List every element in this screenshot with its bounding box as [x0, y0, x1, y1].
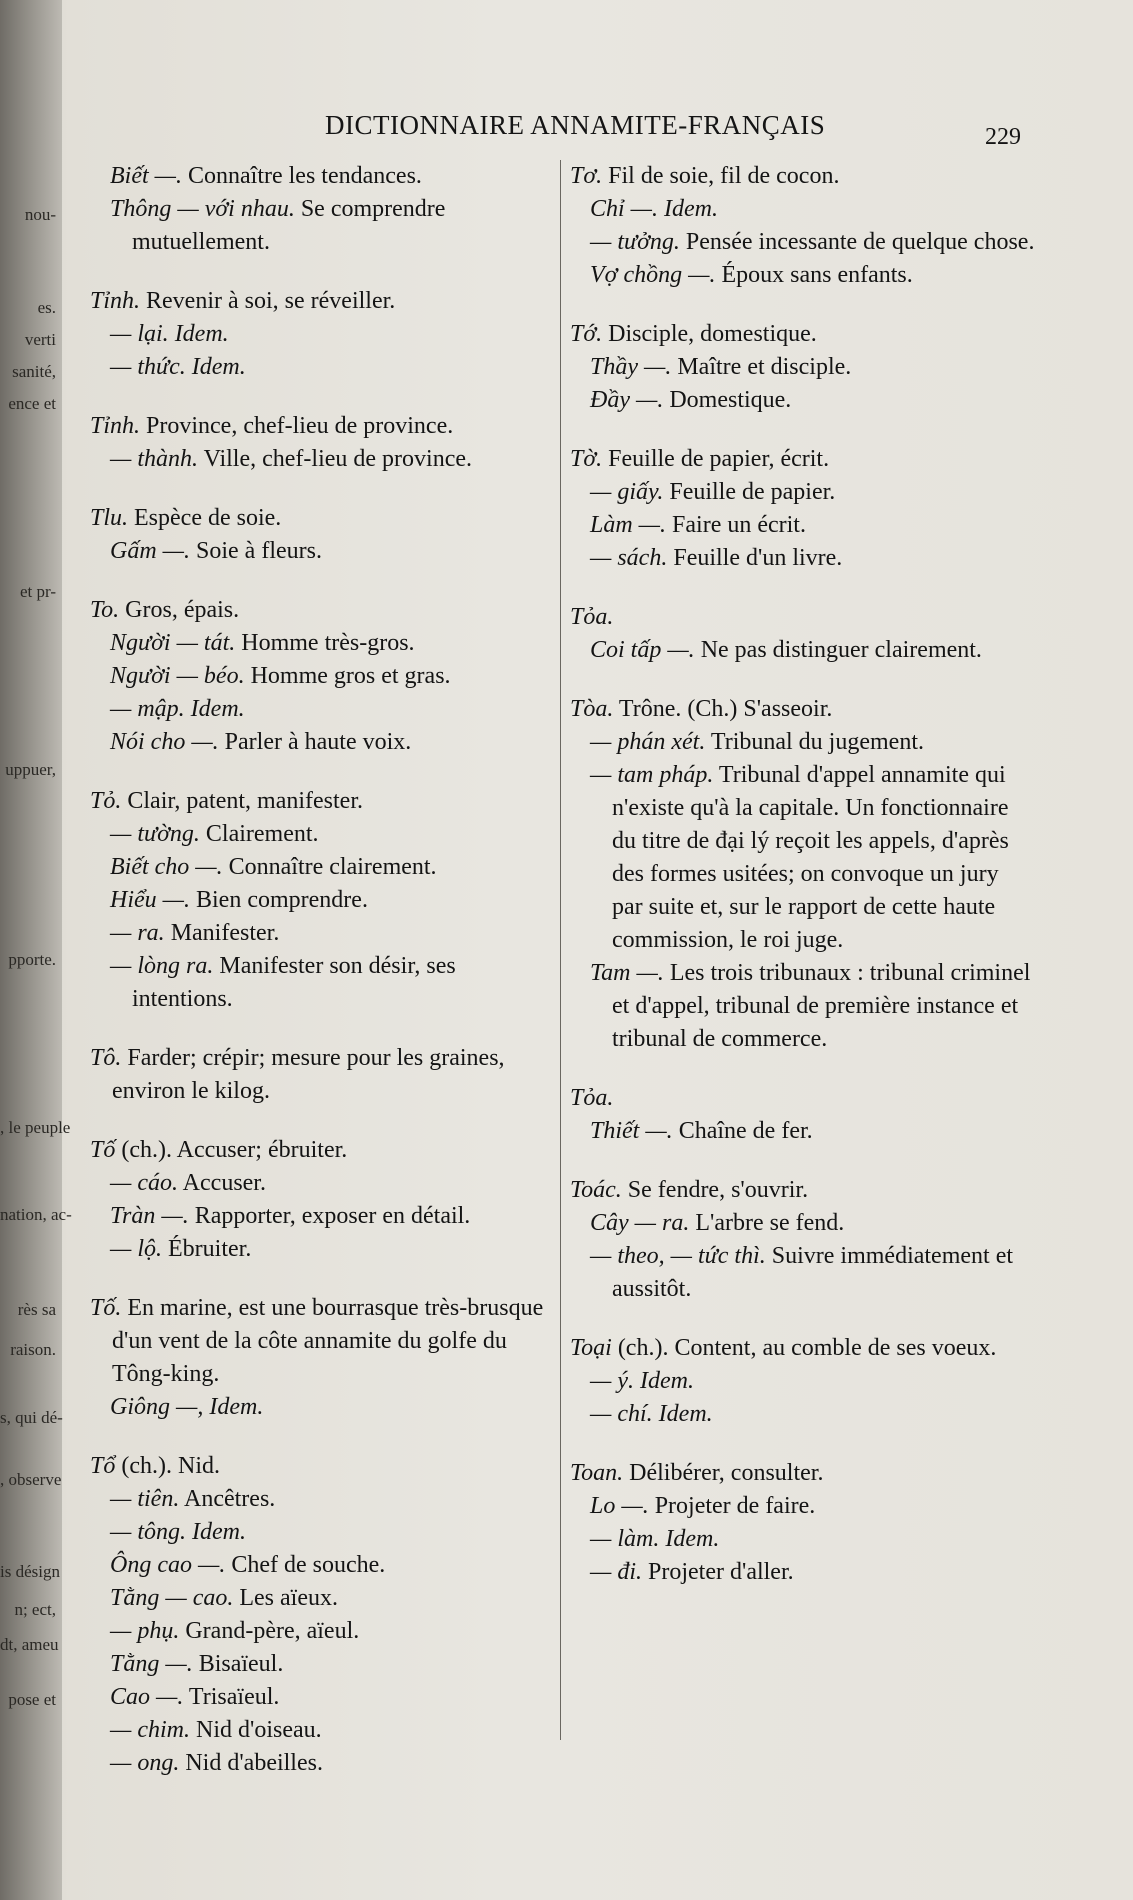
entry-example	[90, 1747, 550, 1780]
vietnamese-term: — thức.	[110, 354, 186, 380]
dictionary-entry	[90, 785, 550, 1016]
french-gloss: Projeter de faire.	[648, 1493, 816, 1519]
french-gloss: Nid d'oiseau.	[190, 1717, 322, 1743]
entry-definition	[570, 1457, 1035, 1490]
vietnamese-term: — sách.	[590, 545, 668, 571]
french-gloss: Trône. (Ch.) S'asseoir.	[613, 696, 833, 722]
entry-example	[570, 542, 1035, 575]
entry-example	[90, 917, 550, 950]
entry-example	[90, 950, 550, 1016]
french-gloss: (ch.). Content, au comble de ses voeux.	[611, 1335, 997, 1361]
french-gloss: Tribunal du jugement.	[705, 729, 924, 755]
entry-definition	[570, 160, 1035, 193]
dictionary-entry	[90, 1042, 550, 1108]
entry-headword: Tỏ.	[90, 788, 122, 814]
entry-headword: Tố.	[90, 1295, 122, 1321]
french-gloss: Disciple, domestique.	[602, 321, 817, 347]
french-gloss: Pensée incessante de quelque chose.	[679, 229, 1035, 255]
french-gloss: Clairement.	[199, 821, 319, 847]
french-gloss: Connaître clairement.	[222, 854, 437, 880]
french-gloss: Revenir à soi, se réveiller.	[140, 288, 396, 314]
french-gloss: Bien comprendre.	[190, 887, 368, 913]
vietnamese-term: Tam —.	[590, 960, 664, 986]
entry-example	[90, 443, 550, 476]
entry-example	[90, 160, 550, 193]
margin-fragment: nou-	[24, 205, 56, 224]
entry-definition	[90, 594, 550, 627]
french-gloss: Farder; crépir; mesure pour les graines, environ le kilog.	[112, 1045, 505, 1104]
entry-headword: Tỉnh.	[90, 413, 141, 439]
vietnamese-term: Nói cho —.	[110, 729, 219, 755]
entry-example	[570, 1082, 1035, 1115]
right-column	[570, 160, 1035, 1615]
entry-example	[90, 1681, 550, 1714]
french-gloss: Ville, chef-lieu de province.	[198, 446, 473, 472]
entry-example	[90, 351, 550, 384]
dictionary-entry	[90, 410, 550, 476]
french-gloss: Ancêtres.	[179, 1486, 276, 1512]
dictionary-entry	[90, 502, 550, 568]
margin-fragment: nation, ac-	[0, 1205, 72, 1224]
vietnamese-term: Gấm —.	[110, 538, 191, 564]
vietnamese-term: Thiết —.	[590, 1118, 673, 1144]
vietnamese-term: Giông —,	[110, 1394, 204, 1420]
margin-fragment: , observe	[0, 1470, 62, 1489]
french-gloss: Idem.	[186, 1519, 246, 1545]
vietnamese-term: — phụ.	[110, 1618, 180, 1644]
french-gloss: Espèce de soie.	[128, 505, 282, 531]
french-gloss: Suivre immédiatement et aussitôt.	[612, 1243, 1014, 1302]
french-gloss: Feuille d'un livre.	[667, 545, 843, 571]
vietnamese-term: Cao —.	[110, 1684, 184, 1710]
french-gloss: Faire un écrit.	[666, 512, 806, 538]
entry-definition	[90, 285, 550, 318]
french-gloss: Trisaïeul.	[183, 1684, 280, 1710]
vietnamese-term: Đầy —.	[590, 387, 664, 413]
french-gloss: Grand-père, aïeul.	[179, 1618, 360, 1644]
entry-example	[570, 509, 1035, 542]
vietnamese-term: Người — tát.	[110, 630, 236, 656]
vietnamese-term: Lo —.	[590, 1493, 649, 1519]
margin-fragment: ence et	[8, 394, 56, 413]
vietnamese-term: — lòng ra.	[110, 953, 214, 979]
vietnamese-term: — ra.	[110, 920, 165, 946]
dictionary-entry	[90, 285, 550, 384]
entry-example	[90, 318, 550, 351]
french-gloss: Maître et disciple.	[671, 354, 852, 380]
entry-definition	[570, 318, 1035, 351]
entry-definition	[90, 1134, 550, 1167]
french-gloss: (ch.). Accuser; ébruiter.	[115, 1137, 348, 1163]
french-gloss: Chaîne de fer.	[672, 1118, 813, 1144]
french-gloss: Ébruiter.	[162, 1236, 252, 1262]
vietnamese-term: — chim.	[110, 1717, 190, 1743]
dictionary-entry	[90, 160, 550, 259]
dictionary-entry	[570, 693, 1035, 1056]
french-gloss: Se fendre, s'ouvrir.	[621, 1177, 809, 1203]
entry-definition	[90, 1450, 550, 1483]
dictionary-entry	[570, 1332, 1035, 1431]
french-gloss: Idem.	[634, 1368, 694, 1394]
french-gloss: Feuille de papier.	[663, 479, 836, 505]
entry-example	[570, 1523, 1035, 1556]
dictionary-entry	[570, 601, 1035, 667]
entry-example	[90, 726, 550, 759]
vietnamese-term: Coi tấp —.	[590, 637, 695, 663]
vietnamese-term: — cáo.	[110, 1170, 178, 1196]
entry-example	[90, 535, 550, 568]
entry-example	[90, 1582, 550, 1615]
entry-example	[570, 726, 1035, 759]
french-gloss: Idem.	[185, 354, 246, 380]
vietnamese-term: Ông cao —.	[110, 1552, 226, 1578]
page-header: DICTIONNAIRE ANNAMITE-FRANÇAIS	[325, 110, 826, 140]
dictionary-entry	[570, 318, 1035, 417]
entry-example	[90, 1648, 550, 1681]
entry-example	[570, 1240, 1035, 1306]
entry-example	[570, 193, 1035, 226]
entry-example	[570, 957, 1035, 1056]
entry-definition	[90, 1292, 550, 1391]
entry-example	[90, 884, 550, 917]
vietnamese-term: Biết cho —.	[110, 854, 223, 880]
french-gloss: Soie à fleurs.	[190, 538, 322, 564]
vietnamese-term: Tằng — cao.	[110, 1585, 234, 1611]
entry-example	[90, 1233, 550, 1266]
french-gloss: Idem.	[652, 1401, 713, 1427]
dictionary-entry	[90, 1134, 550, 1266]
entry-example	[90, 1483, 550, 1516]
page-number: 229	[985, 124, 1021, 150]
french-gloss: Fil de soie, fil de cocon.	[602, 163, 840, 189]
french-gloss: L'arbre se fend.	[689, 1210, 845, 1236]
french-gloss: En marine, est une bourrasque très-brusque d'un vent de la côte annamite du golfe du Tông-king.	[112, 1295, 544, 1387]
vietnamese-term: — thành.	[110, 446, 199, 472]
french-gloss: Homme gros et gras.	[244, 663, 451, 689]
dictionary-entry	[570, 1457, 1035, 1589]
french-gloss: Manifester.	[164, 920, 280, 946]
french-gloss: Nid d'abeilles.	[179, 1750, 323, 1776]
dictionary-entry	[570, 1174, 1035, 1306]
entry-example	[90, 693, 550, 726]
french-gloss: Bisaïeul.	[192, 1651, 284, 1677]
dictionary-entry	[90, 1292, 550, 1424]
vietnamese-term: — lại.	[110, 321, 169, 347]
french-gloss: Ne pas distinguer clairement.	[694, 637, 982, 663]
vietnamese-term: Thầy —.	[590, 354, 672, 380]
french-gloss: Époux sans enfants.	[715, 262, 913, 288]
entry-definition	[570, 443, 1035, 476]
vietnamese-term: Vợ chồng —.	[590, 262, 716, 288]
margin-fragment: is désign	[0, 1562, 60, 1581]
entry-headword: Tô.	[90, 1045, 122, 1071]
entry-example	[570, 1556, 1035, 1589]
french-gloss: Parler à haute voix.	[218, 729, 412, 755]
french-gloss: Accuser.	[178, 1170, 266, 1196]
entry-example	[90, 1391, 550, 1424]
vietnamese-term: — ong.	[110, 1750, 180, 1776]
margin-fragment: raison.	[10, 1340, 56, 1359]
entry-definition	[570, 1174, 1035, 1207]
french-gloss: Idem.	[659, 1526, 720, 1552]
entry-headword: Toại	[570, 1335, 612, 1361]
vietnamese-term: Tràn —.	[110, 1203, 189, 1229]
vietnamese-term: — tông.	[110, 1519, 187, 1545]
entry-headword: Tlu.	[90, 505, 129, 531]
entry-headword: Toan.	[570, 1460, 624, 1486]
french-gloss: Idem.	[203, 1394, 264, 1420]
french-gloss: Domestique.	[663, 387, 792, 413]
margin-fragment: uppuer,	[5, 760, 56, 779]
margin-fragment: verti	[24, 330, 56, 349]
entry-headword: Toác.	[570, 1177, 622, 1203]
french-gloss: Rapporter, exposer en détail.	[188, 1203, 471, 1229]
margin-fragment: et pr-	[19, 582, 56, 601]
entry-example	[570, 1207, 1035, 1240]
entry-example	[570, 351, 1035, 384]
entry-example	[90, 1549, 550, 1582]
french-gloss: Manifester son désir, ses intentions.	[132, 953, 456, 1012]
french-gloss: Clair, patent, manifester.	[121, 788, 363, 814]
french-gloss: Se comprendre mutuellement.	[132, 196, 446, 255]
entry-example	[90, 660, 550, 693]
vietnamese-term: Thông — với nhau.	[110, 196, 295, 222]
entry-example	[570, 476, 1035, 509]
vietnamese-term: Hiểu —.	[110, 887, 190, 913]
margin-fragment: pporte.	[8, 950, 56, 969]
french-gloss: Feuille de papier, écrit.	[602, 446, 830, 472]
vietnamese-term: — lộ.	[110, 1236, 163, 1262]
vietnamese-term: — làm.	[590, 1526, 660, 1552]
entry-example	[90, 851, 550, 884]
vietnamese-term: — phán xét.	[590, 729, 706, 755]
french-gloss: Idem.	[168, 321, 229, 347]
entry-example	[570, 226, 1035, 259]
vietnamese-term: Chỉ —.	[590, 196, 659, 222]
entry-example	[90, 818, 550, 851]
vietnamese-term: — ý.	[590, 1368, 634, 1394]
entry-definition	[90, 410, 550, 443]
entry-definition	[570, 693, 1035, 726]
entry-example	[570, 1115, 1035, 1148]
entry-example	[90, 193, 550, 259]
entry-example	[570, 601, 1035, 634]
margin-fragment: s, qui dé-	[0, 1408, 63, 1427]
french-gloss: Délibérer, consulter.	[623, 1460, 824, 1486]
margin-fragment: n; ect,	[14, 1600, 56, 1619]
margin-fragment: pose et	[8, 1690, 56, 1709]
dictionary-entry	[570, 443, 1035, 575]
french-gloss: Idem.	[184, 696, 245, 722]
french-gloss: Les aïeux.	[233, 1585, 338, 1611]
entry-example	[570, 634, 1035, 667]
vietnamese-term: Làm —.	[590, 512, 667, 538]
dictionary-entry	[570, 1082, 1035, 1148]
entry-definition	[90, 1042, 550, 1108]
entry-example	[570, 259, 1035, 292]
vietnamese-term: Tằng —.	[110, 1651, 193, 1677]
margin-fragment: dt, ameu	[0, 1635, 59, 1654]
column-divider	[560, 160, 561, 1740]
entry-headword: Tổ	[90, 1453, 116, 1479]
entry-example	[570, 1398, 1035, 1431]
entry-definition	[90, 502, 550, 535]
entry-example	[570, 1490, 1035, 1523]
dictionary-entry	[570, 160, 1035, 292]
entry-example	[570, 759, 1035, 957]
vietnamese-term: — giấy.	[590, 479, 664, 505]
french-gloss: Province, chef-lieu de province.	[140, 413, 454, 439]
entry-headword: Tố	[90, 1137, 116, 1163]
entry-example	[90, 1200, 550, 1233]
french-gloss: Homme très-gros.	[235, 630, 415, 656]
french-gloss: Connaître les tendances.	[182, 163, 422, 189]
entry-headword: Tờ.	[570, 446, 603, 472]
vietnamese-term: — tưởng.	[590, 229, 680, 255]
entry-headword: Tỏa.	[570, 604, 614, 630]
margin-fragment: sanité,	[12, 362, 56, 381]
entry-definition	[90, 785, 550, 818]
vietnamese-term: — theo, — tức thì.	[590, 1243, 766, 1269]
french-gloss: (ch.). Nid.	[115, 1453, 220, 1479]
vietnamese-term: — tường.	[110, 821, 200, 847]
entry-definition	[570, 1332, 1035, 1365]
vietnamese-term: Người — béo.	[110, 663, 245, 689]
entry-headword: Tỉnh.	[90, 288, 141, 314]
dictionary-entry	[90, 594, 550, 759]
french-gloss: Projeter d'aller.	[642, 1559, 794, 1585]
entry-example	[90, 1615, 550, 1648]
vietnamese-term: — đi.	[590, 1559, 643, 1585]
entry-headword: Tớ.	[570, 321, 603, 347]
dictionary-entry	[90, 1450, 550, 1780]
entry-headword: Tòa.	[570, 696, 614, 722]
margin-fragment: , le peuple	[0, 1118, 71, 1137]
vietnamese-term: — mập.	[110, 696, 185, 722]
entry-headword: Tơ.	[570, 163, 603, 189]
margin-fragment: es.	[37, 298, 56, 317]
entry-headword: Tỏa.	[570, 1085, 614, 1111]
french-gloss: Tribunal d'appel annamite qui n'existe qu'à la capitale. Un fonctionnaire du titre de đại lý reçoit les appels, d'après des formes usitées; on convoque un jury par suite et, sur le rapport de cette haute commission, le roi juge.	[612, 762, 1009, 953]
vietnamese-term: Biết —.	[110, 163, 182, 189]
vietnamese-term: — tiên.	[110, 1486, 180, 1512]
vietnamese-term: — tam pháp.	[590, 762, 714, 788]
entry-example	[570, 384, 1035, 417]
french-gloss: Gros, épais.	[119, 597, 240, 623]
margin-fragment: rès sa	[17, 1300, 56, 1319]
entry-example	[90, 1516, 550, 1549]
entry-example	[90, 1167, 550, 1200]
entry-headword: To.	[90, 597, 120, 623]
entry-example	[570, 1365, 1035, 1398]
vietnamese-term: — chí.	[590, 1401, 653, 1427]
entry-example	[90, 1714, 550, 1747]
french-gloss: Chef de souche.	[225, 1552, 386, 1578]
french-gloss: Idem.	[658, 196, 718, 222]
french-gloss: Les trois tribunaux : tribunal criminel et d'appel, tribunal de première instance et tribunal de commerce.	[612, 960, 1031, 1052]
vietnamese-term: Cây — ra.	[590, 1210, 690, 1236]
left-column	[90, 160, 550, 1806]
entry-example	[90, 627, 550, 660]
